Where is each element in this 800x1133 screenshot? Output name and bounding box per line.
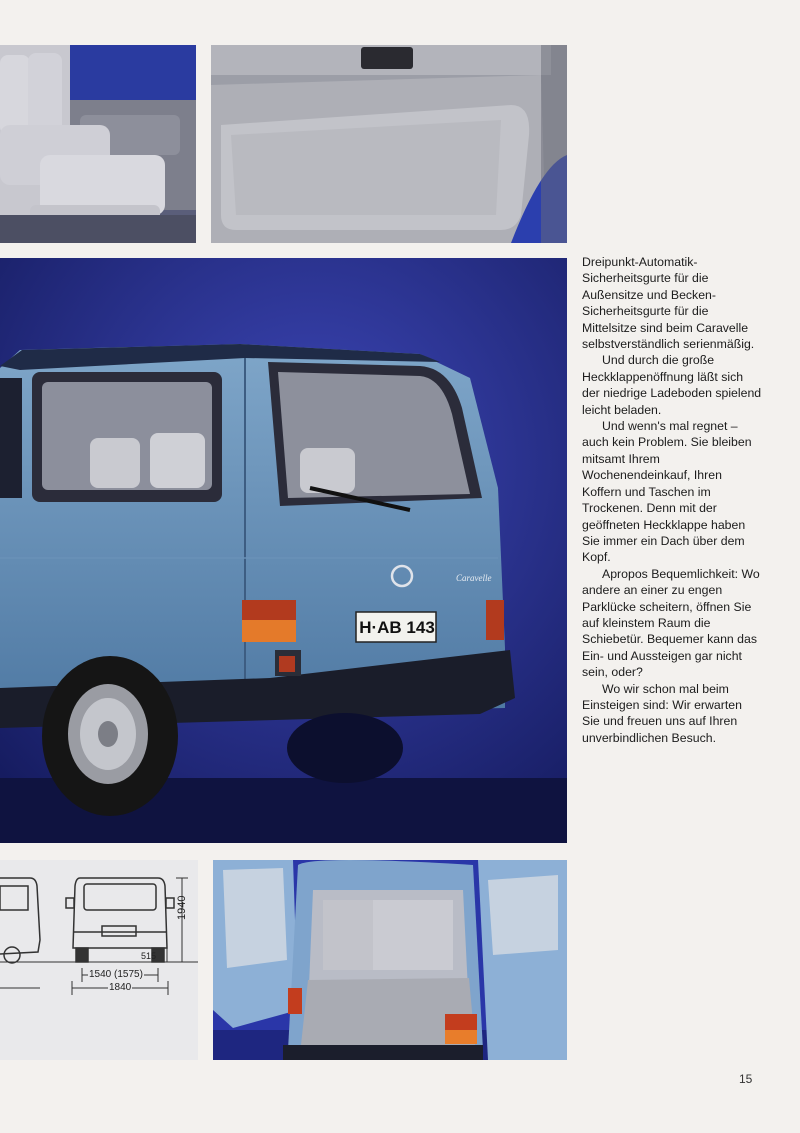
dimension-ground-clearance: 515 xyxy=(141,951,157,961)
dimension-drawing xyxy=(0,860,198,1060)
page-number: 15 xyxy=(739,1072,753,1086)
photo-van-rear xyxy=(0,258,567,843)
dimension-track: 1540 (1575) xyxy=(89,969,143,980)
paragraph: Apropos Bequemlichkeit: Wo andere an einer zu engen Parklücke scheitern, öffnen Sie auf kleinstem Raum die Schiebetür. Bequemer kann das Ein- und Aussteigen gar nicht sein, oder? xyxy=(582,566,760,680)
photo-door-panel xyxy=(211,45,567,243)
paragraph: Dreipunkt-Automatik-Sicherheitsgurte für die Außensitze und Becken-Sicherheitsgurte für die Mittelsitze sind beim Caravelle selbstverständlich serienmäßig. xyxy=(582,255,755,352)
paragraph: Wo wir schon mal beim Einsteigen sind: Wir erwarten Sie und freuen uns auf Ihren unverbindlichen Besuch. xyxy=(582,681,742,745)
photo-interior-seats xyxy=(0,45,196,243)
caravelle-badge: Caravelle xyxy=(456,573,492,583)
photo-cargo-area xyxy=(213,860,567,1060)
license-plate: H·AB 143 xyxy=(359,618,435,637)
paragraph: Und durch die große Heckklappenöffnung läßt sich der niedrige Ladeboden spielend leicht beladen. xyxy=(582,353,762,417)
body-text xyxy=(582,254,762,746)
dimension-width: 1840 xyxy=(109,982,132,993)
dimension-height: 1940 xyxy=(176,895,188,920)
paragraph: Und wenn's mal regnet – auch kein Problem. Sie bleiben mitsamt Ihrem Wochenendeinkauf, Ihren Koffern und Taschen im Trockenen. Denn mit der geöffneten Heckklappe haben Sie immer ein Dach über dem Kopf. xyxy=(582,419,752,565)
